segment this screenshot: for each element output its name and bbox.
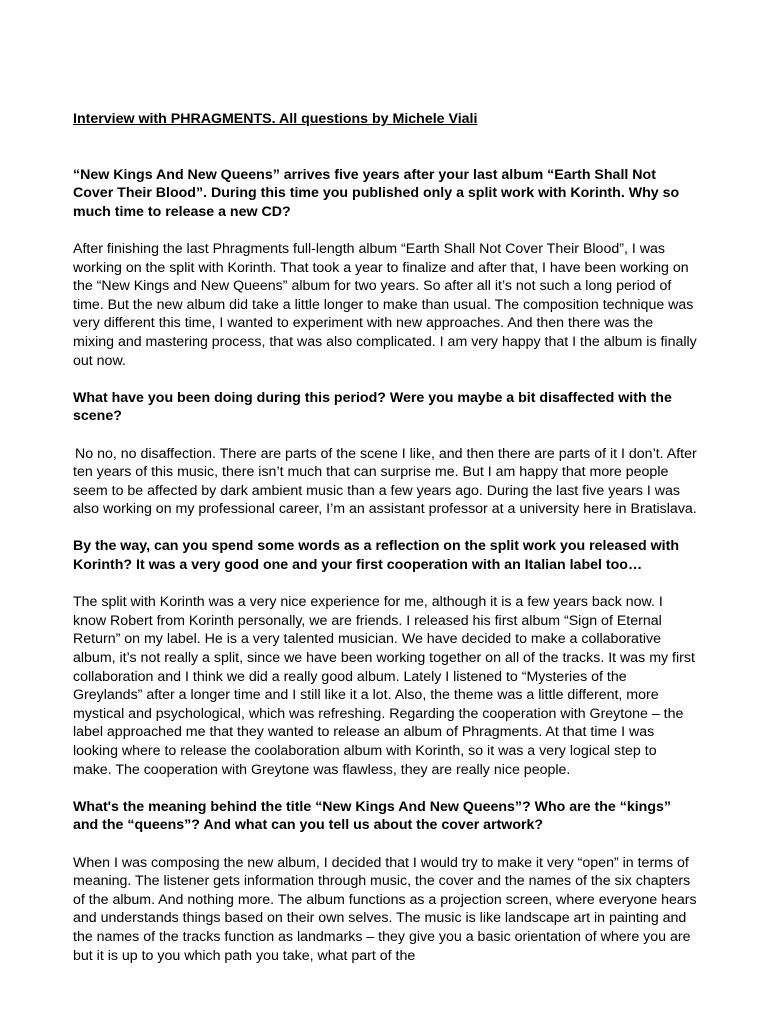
document-title: Interview with PHRAGMENTS. All questions by Michele Viali [73, 111, 478, 127]
answer-paragraph: The split with Korinth was a very nice experience for me, although it is a few years back now. I know Robert from Korinth personally, we are friends. I released his first album “Sign of Eternal Return” on my label. He is a very talented musician. We have decided to make a collaborative album, it’s not really a split, since we have been working together on all of the tracks. It was my first collaboration and I think we did a really good album. Lately I listened to “Mysteries of the Greylands” after a longer time and I still like it a lot. Also, the theme was a little different, more mystical and psychological, which was refreshing. Regarding the cooperation with Greytone – the label approached me that they wanted to release an album of Phragments. At that time I was looking where to release the coolaboration album with Korinth, so it was a very logical step to make. The cooperation with Greytone was flawless, they are really nice people. [73, 594, 695, 778]
answer-paragraph: When I was composing the new album, I decided that I would try to make it very “open” in terms of meaning. The listener gets information through music, the cover and the names of the six chapters of the album. And nothing more. The album functions as a projection screen, where everyone hears and understands things based on their own selves. The music is like landscape art in painting and the names of the tracks function as landmarks – they give you a basic orientation of where you are but it is up to you which path you take, what part of the [73, 854, 697, 964]
question-paragraph: “New Kings And New Queens” arrives five years after your last album “Earth Shall Not Cover Their Blood”. During this time you published only a split work with Korinth. Why so much time to release a new CD? [73, 166, 680, 220]
question-paragraph: What have you been doing during this period? Were you maybe a bit disaffected with the scene? [73, 389, 672, 425]
question-paragraph: By the way, can you spend some words as a reflection on the split work you released with Korinth? It was a very good one and your first cooperation with an Italian label too… [73, 538, 680, 574]
document-page [73, 110, 698, 984]
answer-paragraph: No no, no disaffection. There are parts of the scene I like, and then there are parts of it I don’t. After ten years of this music, there isn’t much that can surprise me. But I am happy that more people seem to be affected by dark ambient music than a few years ago. During the last five years I was also working on my professional career, I’m an assistant professor at a university here in Bratislava. [73, 445, 697, 518]
answer-paragraph: After finishing the last Phragments full-length album “Earth Shall Not Cover Their Blood”, I was working on the split with Korinth. That took a year to finalize and after that, I have been working on the “New Kings and New Queens” album for two years. So after all it’s not such a long period of time. But the new album did take a little longer to make than usual. The composition technique was very different this time, I wanted to experiment with new approaches. And then there was the mixing and mastering process, that was also complicated. I am very happy that I the album is finally out now. [73, 240, 697, 369]
question-paragraph: What's the meaning behind the title “New Kings And New Queens”? Who are the “kings” and the “queens”? And what can you tell us about the cover artwork? [73, 798, 671, 834]
